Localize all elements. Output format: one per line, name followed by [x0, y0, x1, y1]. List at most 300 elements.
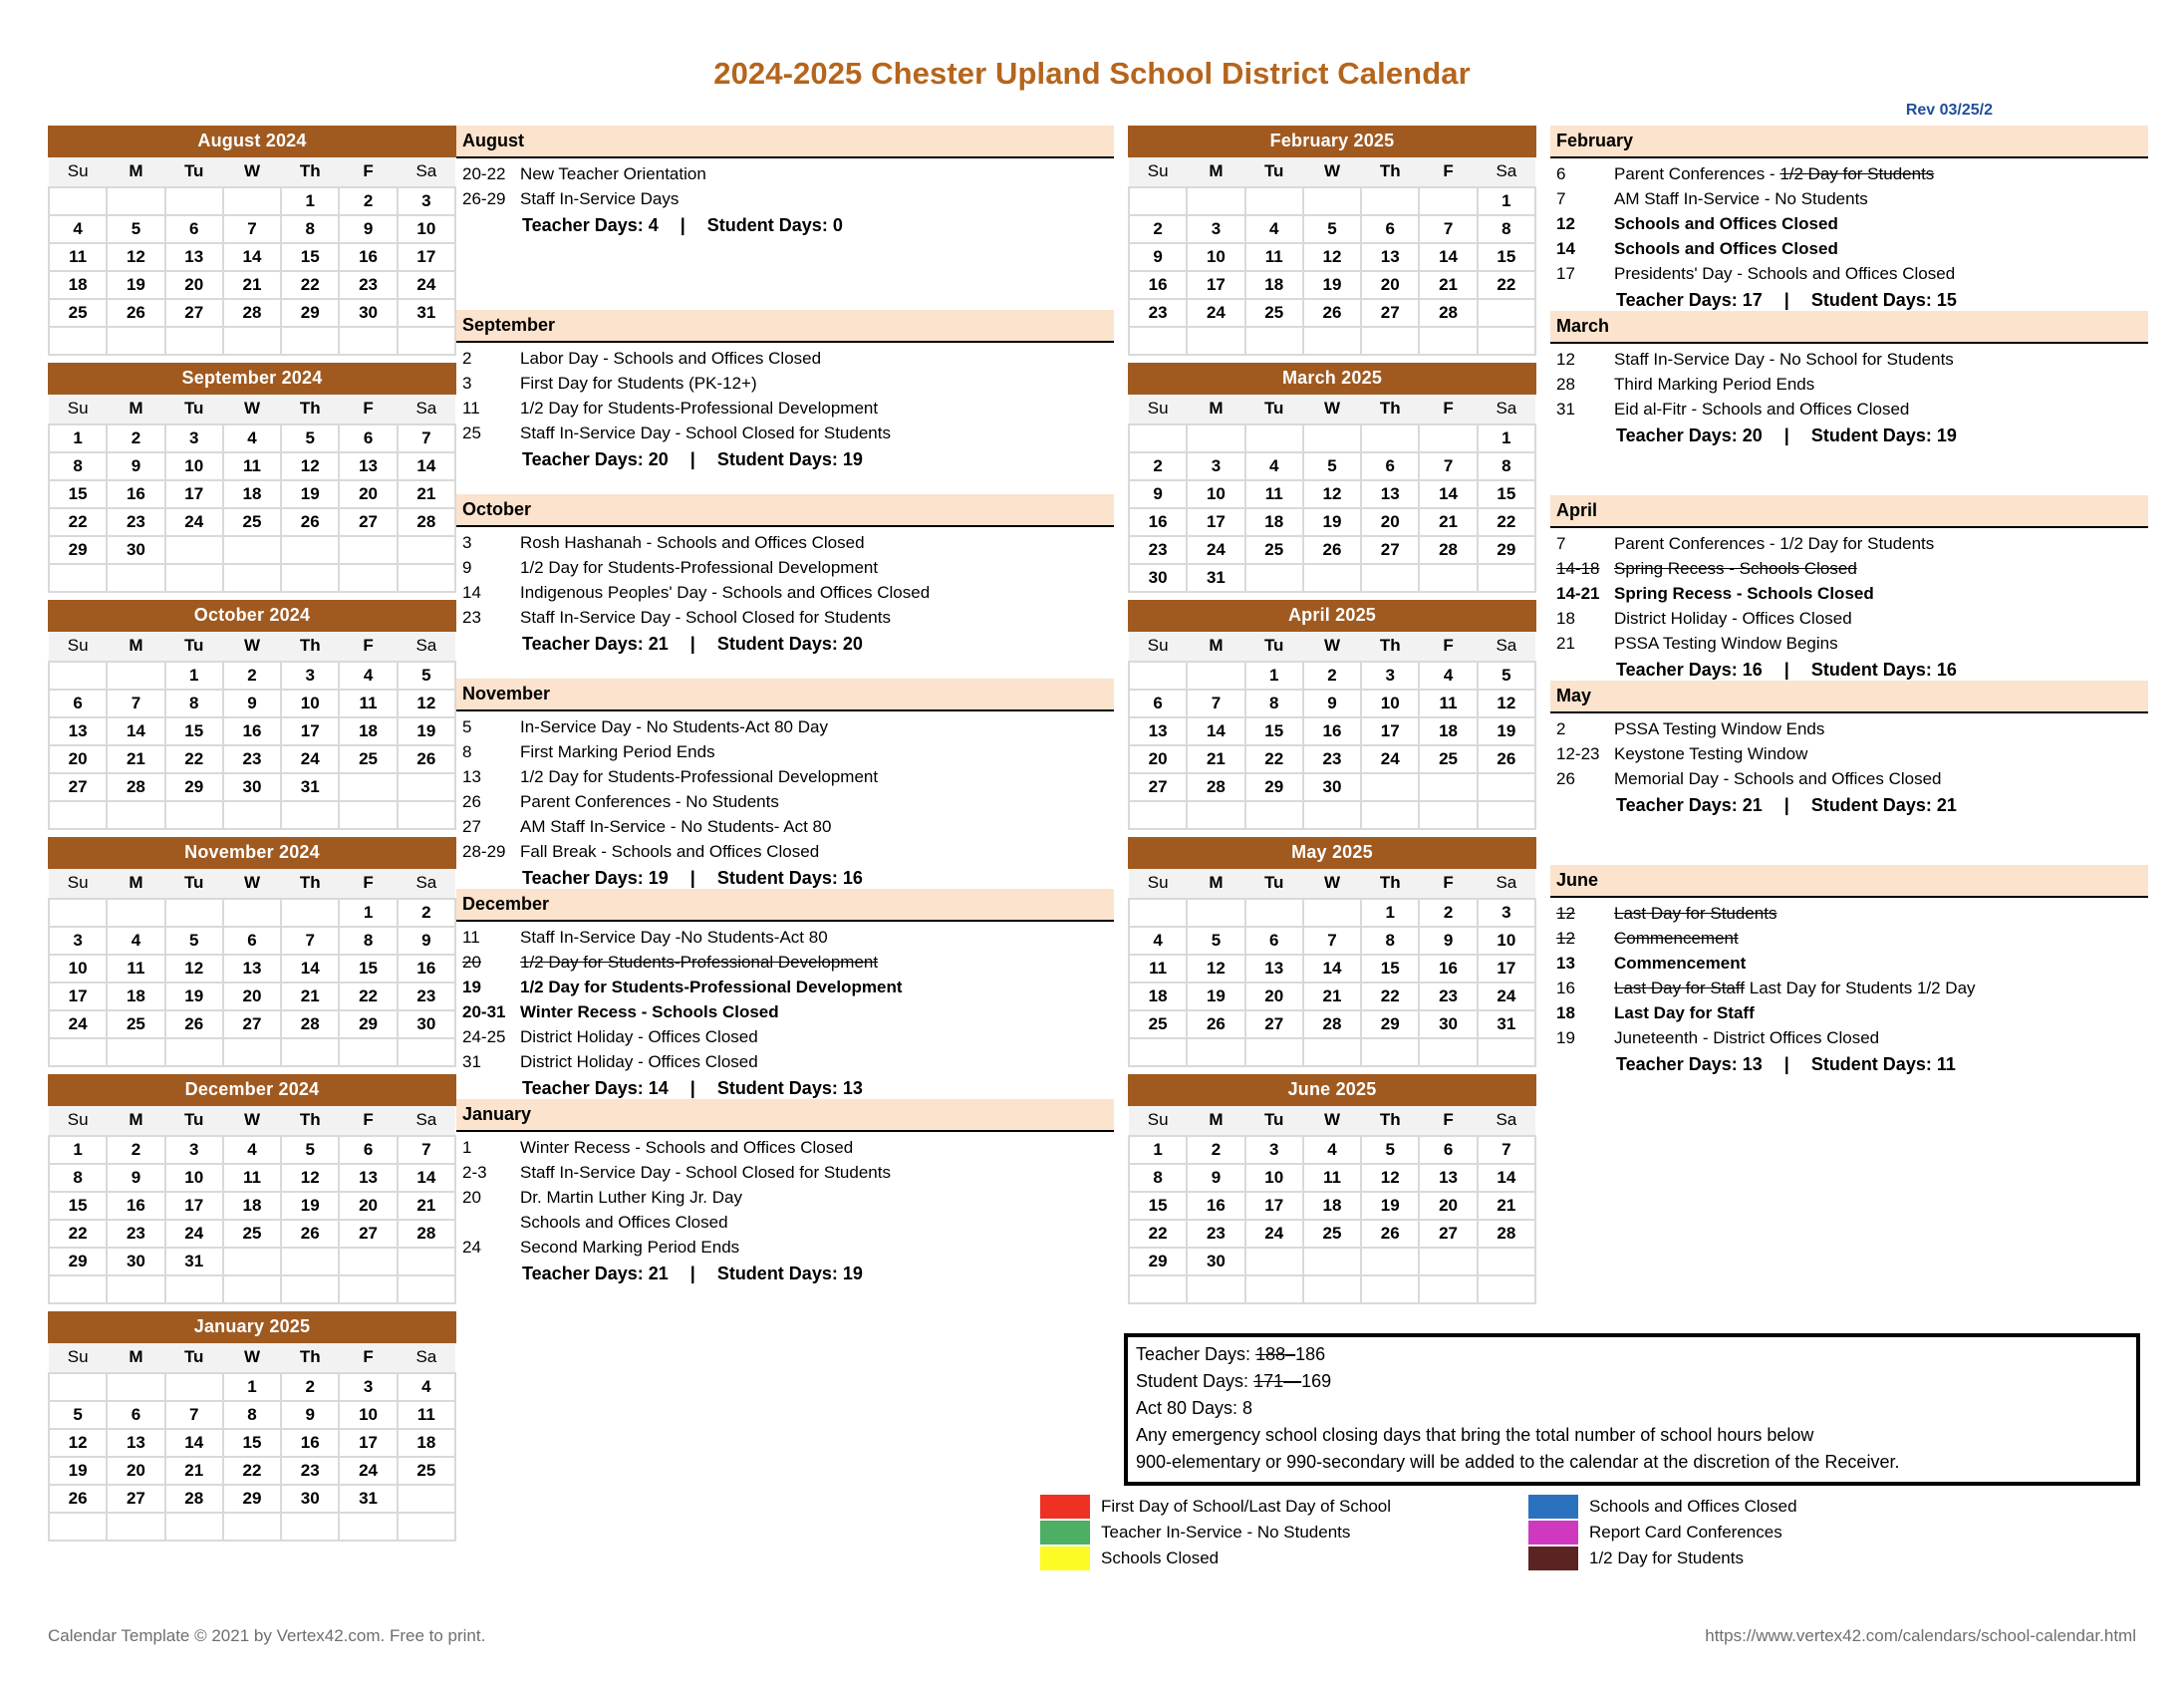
day-cell[interactable]: 18: [107, 983, 164, 1010]
day-cell[interactable]: 21: [165, 1457, 223, 1485]
day-cell[interactable]: 18: [1245, 271, 1303, 299]
day-cell[interactable]: 27: [223, 1010, 281, 1038]
day-cell[interactable]: 23: [1419, 983, 1477, 1010]
day-cell[interactable]: 4: [223, 1136, 281, 1164]
day-cell[interactable]: 2: [107, 1136, 164, 1164]
day-cell[interactable]: 6: [1245, 927, 1303, 955]
day-cell[interactable]: 21: [398, 480, 455, 508]
day-cell[interactable]: 15: [49, 1192, 107, 1220]
day-cell[interactable]: 8: [1245, 690, 1303, 717]
day-cell[interactable]: 29: [339, 1010, 397, 1038]
day-cell[interactable]: 27: [1245, 1010, 1303, 1038]
day-cell[interactable]: 12: [107, 243, 164, 271]
day-cell[interactable]: 13: [1245, 955, 1303, 983]
day-cell[interactable]: 2: [107, 424, 164, 452]
day-cell[interactable]: 11: [1245, 480, 1303, 508]
day-cell[interactable]: 10: [339, 1401, 397, 1429]
day-cell[interactable]: 4: [339, 662, 397, 690]
day-cell[interactable]: 6: [107, 1401, 164, 1429]
day-cell[interactable]: 26: [1361, 1220, 1419, 1248]
day-cell[interactable]: 23: [223, 745, 281, 773]
day-cell[interactable]: 4: [1245, 452, 1303, 480]
day-cell[interactable]: 30: [1187, 1248, 1244, 1275]
day-cell[interactable]: 5: [281, 424, 339, 452]
day-cell[interactable]: 30: [1419, 1010, 1477, 1038]
day-cell[interactable]: 17: [165, 480, 223, 508]
day-cell[interactable]: 28: [281, 1010, 339, 1038]
day-cell[interactable]: 27: [49, 773, 107, 801]
day-cell[interactable]: 17: [398, 243, 455, 271]
day-cell[interactable]: 12: [1303, 480, 1361, 508]
day-cell[interactable]: 8: [1361, 927, 1419, 955]
day-cell[interactable]: 30: [107, 536, 164, 564]
day-cell[interactable]: 18: [398, 1429, 455, 1457]
day-cell[interactable]: 1: [1478, 187, 1535, 215]
day-cell[interactable]: 24: [165, 1220, 223, 1248]
day-cell[interactable]: 19: [1187, 983, 1244, 1010]
day-cell[interactable]: 21: [223, 271, 281, 299]
day-cell[interactable]: 25: [398, 1457, 455, 1485]
day-cell[interactable]: 7: [1187, 690, 1244, 717]
day-cell[interactable]: 21: [1187, 745, 1244, 773]
day-cell[interactable]: 19: [107, 271, 164, 299]
day-cell[interactable]: 29: [49, 1248, 107, 1275]
day-cell[interactable]: 30: [107, 1248, 164, 1275]
day-cell[interactable]: 11: [107, 955, 164, 983]
day-cell[interactable]: 7: [398, 1136, 455, 1164]
day-cell[interactable]: 21: [1303, 983, 1361, 1010]
day-cell[interactable]: 17: [165, 1192, 223, 1220]
day-cell[interactable]: 3: [1361, 662, 1419, 690]
day-cell[interactable]: 8: [281, 215, 339, 243]
day-cell[interactable]: 10: [49, 955, 107, 983]
day-cell[interactable]: 25: [1419, 745, 1477, 773]
day-cell[interactable]: 28: [165, 1485, 223, 1513]
day-cell[interactable]: 18: [1303, 1192, 1361, 1220]
day-cell[interactable]: 25: [1303, 1220, 1361, 1248]
day-cell[interactable]: 21: [107, 745, 164, 773]
day-cell[interactable]: 1: [1129, 1136, 1187, 1164]
day-cell[interactable]: 1: [281, 187, 339, 215]
day-cell[interactable]: 18: [223, 480, 281, 508]
day-cell[interactable]: 10: [1478, 927, 1535, 955]
day-cell[interactable]: 11: [223, 452, 281, 480]
day-cell[interactable]: 24: [339, 1457, 397, 1485]
day-cell[interactable]: 24: [281, 745, 339, 773]
day-cell[interactable]: 24: [1187, 299, 1244, 327]
day-cell[interactable]: 26: [1187, 1010, 1244, 1038]
day-cell[interactable]: 3: [398, 187, 455, 215]
day-cell[interactable]: 27: [339, 508, 397, 536]
day-cell[interactable]: 14: [1419, 480, 1477, 508]
day-cell[interactable]: 12: [1361, 1164, 1419, 1192]
day-cell[interactable]: 2: [1303, 662, 1361, 690]
day-cell[interactable]: 11: [1245, 243, 1303, 271]
day-cell[interactable]: 12: [398, 690, 455, 717]
day-cell[interactable]: 19: [1478, 717, 1535, 745]
day-cell[interactable]: 1: [49, 1136, 107, 1164]
day-cell[interactable]: 10: [398, 215, 455, 243]
day-cell[interactable]: 27: [165, 299, 223, 327]
day-cell[interactable]: 19: [281, 1192, 339, 1220]
day-cell[interactable]: 2: [223, 662, 281, 690]
day-cell[interactable]: 4: [1129, 927, 1187, 955]
day-cell[interactable]: 17: [281, 717, 339, 745]
day-cell[interactable]: 30: [223, 773, 281, 801]
day-cell[interactable]: 22: [1478, 508, 1535, 536]
day-cell[interactable]: 20: [339, 480, 397, 508]
day-cell[interactable]: 28: [223, 299, 281, 327]
day-cell[interactable]: 27: [339, 1220, 397, 1248]
day-cell[interactable]: 4: [1303, 1136, 1361, 1164]
day-cell[interactable]: 26: [1478, 745, 1535, 773]
day-cell[interactable]: 8: [49, 1164, 107, 1192]
day-cell[interactable]: 22: [49, 1220, 107, 1248]
day-cell[interactable]: 10: [1187, 480, 1244, 508]
day-cell[interactable]: 25: [1245, 299, 1303, 327]
day-cell[interactable]: 20: [223, 983, 281, 1010]
day-cell[interactable]: 28: [1419, 536, 1477, 564]
day-cell[interactable]: 18: [1245, 508, 1303, 536]
day-cell[interactable]: 9: [281, 1401, 339, 1429]
day-cell[interactable]: 28: [1478, 1220, 1535, 1248]
day-cell[interactable]: 22: [1129, 1220, 1187, 1248]
day-cell[interactable]: 1: [1361, 899, 1419, 927]
day-cell[interactable]: 8: [1478, 215, 1535, 243]
day-cell[interactable]: 9: [1419, 927, 1477, 955]
day-cell[interactable]: 16: [1129, 271, 1187, 299]
day-cell[interactable]: 22: [1245, 745, 1303, 773]
day-cell[interactable]: 21: [398, 1192, 455, 1220]
day-cell[interactable]: 3: [281, 662, 339, 690]
day-cell[interactable]: 7: [1419, 215, 1477, 243]
day-cell[interactable]: 28: [398, 1220, 455, 1248]
day-cell[interactable]: 23: [1129, 299, 1187, 327]
day-cell[interactable]: 8: [1129, 1164, 1187, 1192]
day-cell[interactable]: 29: [165, 773, 223, 801]
day-cell[interactable]: 11: [339, 690, 397, 717]
day-cell[interactable]: 15: [339, 955, 397, 983]
day-cell[interactable]: 25: [1129, 1010, 1187, 1038]
day-cell[interactable]: 26: [107, 299, 164, 327]
day-cell[interactable]: 8: [339, 927, 397, 955]
day-cell[interactable]: 9: [223, 690, 281, 717]
day-cell[interactable]: 6: [1129, 690, 1187, 717]
day-cell[interactable]: 27: [1129, 773, 1187, 801]
day-cell[interactable]: 13: [49, 717, 107, 745]
day-cell[interactable]: 29: [49, 536, 107, 564]
day-cell[interactable]: 9: [1187, 1164, 1244, 1192]
day-cell[interactable]: 23: [1187, 1220, 1244, 1248]
day-cell[interactable]: 13: [1361, 243, 1419, 271]
day-cell[interactable]: 28: [1303, 1010, 1361, 1038]
day-cell[interactable]: 3: [165, 1136, 223, 1164]
day-cell[interactable]: 15: [165, 717, 223, 745]
day-cell[interactable]: 9: [107, 452, 164, 480]
day-cell[interactable]: 28: [398, 508, 455, 536]
day-cell[interactable]: 3: [1187, 452, 1244, 480]
day-cell[interactable]: 24: [1187, 536, 1244, 564]
day-cell[interactable]: 15: [49, 480, 107, 508]
day-cell[interactable]: 16: [107, 480, 164, 508]
day-cell[interactable]: 6: [165, 215, 223, 243]
day-cell[interactable]: 3: [49, 927, 107, 955]
day-cell[interactable]: 20: [1129, 745, 1187, 773]
day-cell[interactable]: 20: [107, 1457, 164, 1485]
day-cell[interactable]: 15: [281, 243, 339, 271]
day-cell[interactable]: 7: [281, 927, 339, 955]
day-cell[interactable]: 30: [1129, 564, 1187, 592]
day-cell[interactable]: 12: [1478, 690, 1535, 717]
day-cell[interactable]: 2: [398, 899, 455, 927]
day-cell[interactable]: 30: [339, 299, 397, 327]
day-cell[interactable]: 14: [398, 1164, 455, 1192]
day-cell[interactable]: 26: [49, 1485, 107, 1513]
day-cell[interactable]: 11: [1129, 955, 1187, 983]
day-cell[interactable]: 14: [165, 1429, 223, 1457]
day-cell[interactable]: 27: [1419, 1220, 1477, 1248]
day-cell[interactable]: 7: [1419, 452, 1477, 480]
day-cell[interactable]: 26: [281, 508, 339, 536]
day-cell[interactable]: 13: [339, 452, 397, 480]
day-cell[interactable]: 29: [1361, 1010, 1419, 1038]
day-cell[interactable]: 2: [1129, 452, 1187, 480]
day-cell[interactable]: 10: [165, 452, 223, 480]
day-cell[interactable]: 8: [165, 690, 223, 717]
day-cell[interactable]: 16: [398, 955, 455, 983]
day-cell[interactable]: 3: [339, 1373, 397, 1401]
day-cell[interactable]: 16: [1129, 508, 1187, 536]
day-cell[interactable]: 26: [281, 1220, 339, 1248]
day-cell[interactable]: 23: [1303, 745, 1361, 773]
day-cell[interactable]: 18: [223, 1192, 281, 1220]
day-cell[interactable]: 9: [398, 927, 455, 955]
day-cell[interactable]: 23: [107, 1220, 164, 1248]
day-cell[interactable]: 10: [1245, 1164, 1303, 1192]
day-cell[interactable]: 7: [398, 424, 455, 452]
day-cell[interactable]: 5: [398, 662, 455, 690]
day-cell[interactable]: 2: [1419, 899, 1477, 927]
day-cell[interactable]: 22: [223, 1457, 281, 1485]
day-cell[interactable]: 21: [281, 983, 339, 1010]
day-cell[interactable]: 21: [1419, 271, 1477, 299]
day-cell[interactable]: 20: [1419, 1192, 1477, 1220]
day-cell[interactable]: 24: [165, 508, 223, 536]
day-cell[interactable]: 16: [223, 717, 281, 745]
day-cell[interactable]: 13: [1361, 480, 1419, 508]
day-cell[interactable]: 3: [1187, 215, 1244, 243]
day-cell[interactable]: 30: [281, 1485, 339, 1513]
day-cell[interactable]: 1: [339, 899, 397, 927]
day-cell[interactable]: 23: [398, 983, 455, 1010]
day-cell[interactable]: 25: [107, 1010, 164, 1038]
day-cell[interactable]: 31: [1187, 564, 1244, 592]
day-cell[interactable]: 20: [1245, 983, 1303, 1010]
day-cell[interactable]: 3: [165, 424, 223, 452]
day-cell[interactable]: 19: [1361, 1192, 1419, 1220]
day-cell[interactable]: 23: [107, 508, 164, 536]
day-cell[interactable]: 17: [1187, 271, 1244, 299]
day-cell[interactable]: 25: [223, 1220, 281, 1248]
day-cell[interactable]: 2: [339, 187, 397, 215]
day-cell[interactable]: 30: [398, 1010, 455, 1038]
day-cell[interactable]: 19: [398, 717, 455, 745]
day-cell[interactable]: 20: [1361, 508, 1419, 536]
day-cell[interactable]: 7: [107, 690, 164, 717]
day-cell[interactable]: 9: [1129, 480, 1187, 508]
day-cell[interactable]: 12: [1187, 955, 1244, 983]
day-cell[interactable]: 4: [223, 424, 281, 452]
day-cell[interactable]: 20: [165, 271, 223, 299]
day-cell[interactable]: 25: [339, 745, 397, 773]
day-cell[interactable]: 14: [281, 955, 339, 983]
day-cell[interactable]: 22: [49, 508, 107, 536]
day-cell[interactable]: 13: [107, 1429, 164, 1457]
day-cell[interactable]: 16: [1187, 1192, 1244, 1220]
day-cell[interactable]: 1: [223, 1373, 281, 1401]
day-cell[interactable]: 22: [281, 271, 339, 299]
day-cell[interactable]: 11: [49, 243, 107, 271]
day-cell[interactable]: 5: [1303, 452, 1361, 480]
day-cell[interactable]: 10: [1361, 690, 1419, 717]
day-cell[interactable]: 4: [398, 1373, 455, 1401]
day-cell[interactable]: 18: [1129, 983, 1187, 1010]
day-cell[interactable]: 6: [1361, 215, 1419, 243]
day-cell[interactable]: 15: [1478, 243, 1535, 271]
day-cell[interactable]: 18: [1419, 717, 1477, 745]
day-cell[interactable]: 31: [1478, 1010, 1535, 1038]
day-cell[interactable]: 24: [398, 271, 455, 299]
day-cell[interactable]: 23: [339, 271, 397, 299]
day-cell[interactable]: 6: [223, 927, 281, 955]
day-cell[interactable]: 17: [339, 1429, 397, 1457]
day-cell[interactable]: 4: [107, 927, 164, 955]
day-cell[interactable]: 9: [107, 1164, 164, 1192]
day-cell[interactable]: 6: [1361, 452, 1419, 480]
day-cell[interactable]: 14: [107, 717, 164, 745]
day-cell[interactable]: 29: [281, 299, 339, 327]
day-cell[interactable]: 13: [339, 1164, 397, 1192]
day-cell[interactable]: 6: [339, 1136, 397, 1164]
day-cell[interactable]: 13: [165, 243, 223, 271]
day-cell[interactable]: 11: [1419, 690, 1477, 717]
day-cell[interactable]: 10: [1187, 243, 1244, 271]
day-cell[interactable]: 14: [1478, 1164, 1535, 1192]
day-cell[interactable]: 14: [1187, 717, 1244, 745]
day-cell[interactable]: 17: [1187, 508, 1244, 536]
day-cell[interactable]: 25: [49, 299, 107, 327]
day-cell[interactable]: 14: [1303, 955, 1361, 983]
day-cell[interactable]: 4: [49, 215, 107, 243]
day-cell[interactable]: 5: [1361, 1136, 1419, 1164]
day-cell[interactable]: 29: [1129, 1248, 1187, 1275]
day-cell[interactable]: 4: [1245, 215, 1303, 243]
day-cell[interactable]: 24: [1361, 745, 1419, 773]
day-cell[interactable]: 29: [223, 1485, 281, 1513]
day-cell[interactable]: 27: [1361, 536, 1419, 564]
day-cell[interactable]: 26: [1303, 299, 1361, 327]
day-cell[interactable]: 18: [339, 717, 397, 745]
day-cell[interactable]: 9: [1129, 243, 1187, 271]
day-cell[interactable]: 7: [165, 1401, 223, 1429]
day-cell[interactable]: 31: [339, 1485, 397, 1513]
day-cell[interactable]: 23: [281, 1457, 339, 1485]
day-cell[interactable]: 25: [223, 508, 281, 536]
day-cell[interactable]: 21: [1478, 1192, 1535, 1220]
day-cell[interactable]: 13: [1129, 717, 1187, 745]
day-cell[interactable]: 20: [1361, 271, 1419, 299]
day-cell[interactable]: 11: [223, 1164, 281, 1192]
day-cell[interactable]: 29: [1478, 536, 1535, 564]
day-cell[interactable]: 8: [49, 452, 107, 480]
day-cell[interactable]: 28: [1187, 773, 1244, 801]
day-cell[interactable]: 23: [1129, 536, 1187, 564]
day-cell[interactable]: 2: [1129, 215, 1187, 243]
day-cell[interactable]: 5: [49, 1401, 107, 1429]
day-cell[interactable]: 10: [281, 690, 339, 717]
day-cell[interactable]: 5: [107, 215, 164, 243]
day-cell[interactable]: 17: [49, 983, 107, 1010]
day-cell[interactable]: 15: [1129, 1192, 1187, 1220]
day-cell[interactable]: 5: [1478, 662, 1535, 690]
day-cell[interactable]: 30: [1303, 773, 1361, 801]
day-cell[interactable]: 26: [165, 1010, 223, 1038]
day-cell[interactable]: 1: [49, 424, 107, 452]
day-cell[interactable]: 5: [1303, 215, 1361, 243]
day-cell[interactable]: 12: [49, 1429, 107, 1457]
day-cell[interactable]: 14: [223, 243, 281, 271]
day-cell[interactable]: 17: [1478, 955, 1535, 983]
day-cell[interactable]: 27: [107, 1485, 164, 1513]
day-cell[interactable]: 6: [49, 690, 107, 717]
day-cell[interactable]: 13: [223, 955, 281, 983]
day-cell[interactable]: 22: [165, 745, 223, 773]
day-cell[interactable]: 2: [281, 1373, 339, 1401]
day-cell[interactable]: 11: [398, 1401, 455, 1429]
day-cell[interactable]: 11: [1303, 1164, 1361, 1192]
day-cell[interactable]: 19: [281, 480, 339, 508]
day-cell[interactable]: 20: [49, 745, 107, 773]
day-cell[interactable]: 8: [1478, 452, 1535, 480]
day-cell[interactable]: 15: [223, 1429, 281, 1457]
day-cell[interactable]: 25: [1245, 536, 1303, 564]
day-cell[interactable]: 18: [49, 271, 107, 299]
day-cell[interactable]: 10: [165, 1164, 223, 1192]
day-cell[interactable]: 16: [339, 243, 397, 271]
day-cell[interactable]: 8: [223, 1401, 281, 1429]
day-cell[interactable]: 22: [1478, 271, 1535, 299]
day-cell[interactable]: 13: [1419, 1164, 1477, 1192]
day-cell[interactable]: 1: [165, 662, 223, 690]
day-cell[interactable]: 6: [339, 424, 397, 452]
day-cell[interactable]: 12: [281, 452, 339, 480]
day-cell[interactable]: 28: [107, 773, 164, 801]
day-cell[interactable]: 31: [281, 773, 339, 801]
day-cell[interactable]: 29: [1245, 773, 1303, 801]
day-cell[interactable]: 12: [281, 1164, 339, 1192]
day-cell[interactable]: 26: [1303, 536, 1361, 564]
day-cell[interactable]: 5: [1187, 927, 1244, 955]
day-cell[interactable]: 3: [1245, 1136, 1303, 1164]
day-cell[interactable]: 15: [1478, 480, 1535, 508]
day-cell[interactable]: 16: [1419, 955, 1477, 983]
day-cell[interactable]: 21: [1419, 508, 1477, 536]
day-cell[interactable]: 19: [1303, 508, 1361, 536]
day-cell[interactable]: 31: [165, 1248, 223, 1275]
day-cell[interactable]: 24: [1245, 1220, 1303, 1248]
day-cell[interactable]: 17: [1245, 1192, 1303, 1220]
day-cell[interactable]: 14: [398, 452, 455, 480]
